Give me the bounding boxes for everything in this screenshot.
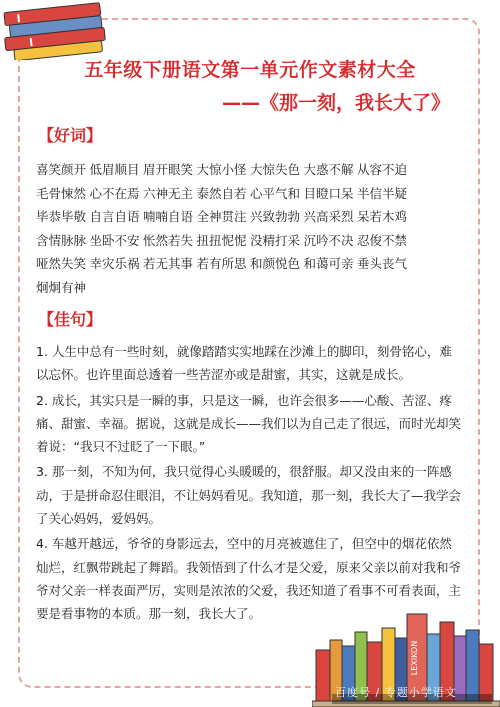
word-item: 垂头丧气: [357, 256, 408, 271]
word-item: 低眉顺目: [89, 162, 140, 177]
sentence-paragraph: 2. 成长，其实只是一瞬的事，只是这一瞬，也许会很多——心酸、苦涩、疼痛、甜蜜、幸福。据说，这就是成长——我们以为自己走了很远，而时光却笑着说：“我只不过眨了一下眼。”: [36, 392, 462, 455]
sentence-list: [36, 340, 464, 628]
word-item: 大惊失色: [250, 162, 301, 177]
word-row: [36, 205, 466, 229]
word-item: 大惊小怪: [196, 162, 247, 177]
word-item: 心平气和: [250, 185, 301, 201]
word-item: 幸灾乐祸: [89, 256, 140, 271]
word-row: [36, 252, 466, 276]
word-item: 沉吟不决: [303, 232, 354, 248]
word-item: 忍俊不禁: [357, 232, 408, 248]
books-stack-illustration: [0, 0, 130, 60]
page-title: 五年级下册语文第一单元作文素材大全: [84, 59, 416, 81]
word-item: 半信半疑: [357, 185, 408, 201]
word-item: 毕恭毕敬: [36, 209, 87, 224]
word-item: 和颜悦色: [250, 256, 301, 271]
word-item: 若无其事: [143, 256, 194, 271]
word-item: 兴致勃勃: [250, 209, 301, 224]
word-row: [36, 276, 466, 300]
sentence-paragraph: 3. 那一刻，不知为何，我只觉得心头暖暖的，很舒服。却又没由来的一阵感动，于是拼命忍住眼泪，不让妈妈看见。我知道，那一刻，我长大了—我学会了关心妈妈，爱妈妈。: [36, 464, 462, 527]
word-row: [36, 182, 466, 206]
word-item: 大惑不解: [303, 162, 354, 177]
word-item: 没精打采: [250, 232, 301, 248]
word-item: 泰然自若: [196, 185, 247, 201]
word-row: [36, 158, 466, 182]
sentence-paragraph: 1. 人生中总有一些时刻，就像踏踏实实地踩在沙滩上的脚印，刻骨铭心，难以忘怀。也许里面总透着一些苦涩亦或是甜蜜，其实，这就是成长。: [36, 344, 452, 383]
section-label-sentences: 【佳句】: [38, 310, 103, 329]
sentence-paragraph: 4. 车越开越远，爷爷的身影远去，空中的月亮被遮住了，但空中的烟花依然灿烂，红飘带跳起了舞蹈。我领悟到了什么才是父爱，原来父亲以前对我和爷爷对父亲一样表面严厉，实则是浓浓的父爱，我还知道了看事不可看表面，主要是看事物的本质。那一刻，我长大了。: [36, 536, 462, 622]
word-item: 炯炯有神: [36, 279, 87, 295]
word-item: 喜笑颜开: [36, 162, 87, 177]
book-spine-text: LEXIKON: [410, 640, 419, 676]
word-item: 目瞪口呆: [303, 185, 354, 201]
word-list: [36, 158, 466, 299]
word-item: 怅然若失: [143, 232, 194, 248]
word-item: 自言自语: [89, 209, 140, 224]
word-item: 兴高采烈: [303, 209, 354, 224]
word-item: 毛骨悚然: [36, 185, 87, 201]
word-item: 坐卧不安: [89, 232, 140, 248]
word-item: 含情脉脉: [36, 232, 87, 248]
watermark: 百度号 / 专题小学语文: [335, 686, 457, 699]
section-label-words: 【好词】: [38, 126, 103, 145]
word-row: [36, 229, 466, 253]
word-item: 六神无主: [143, 185, 194, 201]
word-item: 和蔼可亲: [303, 256, 354, 271]
word-item: 喃喃自语: [143, 209, 194, 224]
page-subtitle: ——《那一刻，我长大了》: [221, 92, 450, 114]
word-item: 从容不迫: [357, 162, 408, 177]
word-item: 全神贯注: [196, 209, 247, 224]
word-item: 哑然失笑: [36, 256, 87, 271]
word-item: 扭扭怩怩: [196, 232, 247, 248]
word-item: 心不在焉: [89, 185, 140, 201]
word-item: 呆若木鸡: [357, 209, 408, 224]
word-item: 若有所思: [196, 256, 247, 271]
word-item: 眉开眼笑: [143, 162, 194, 177]
